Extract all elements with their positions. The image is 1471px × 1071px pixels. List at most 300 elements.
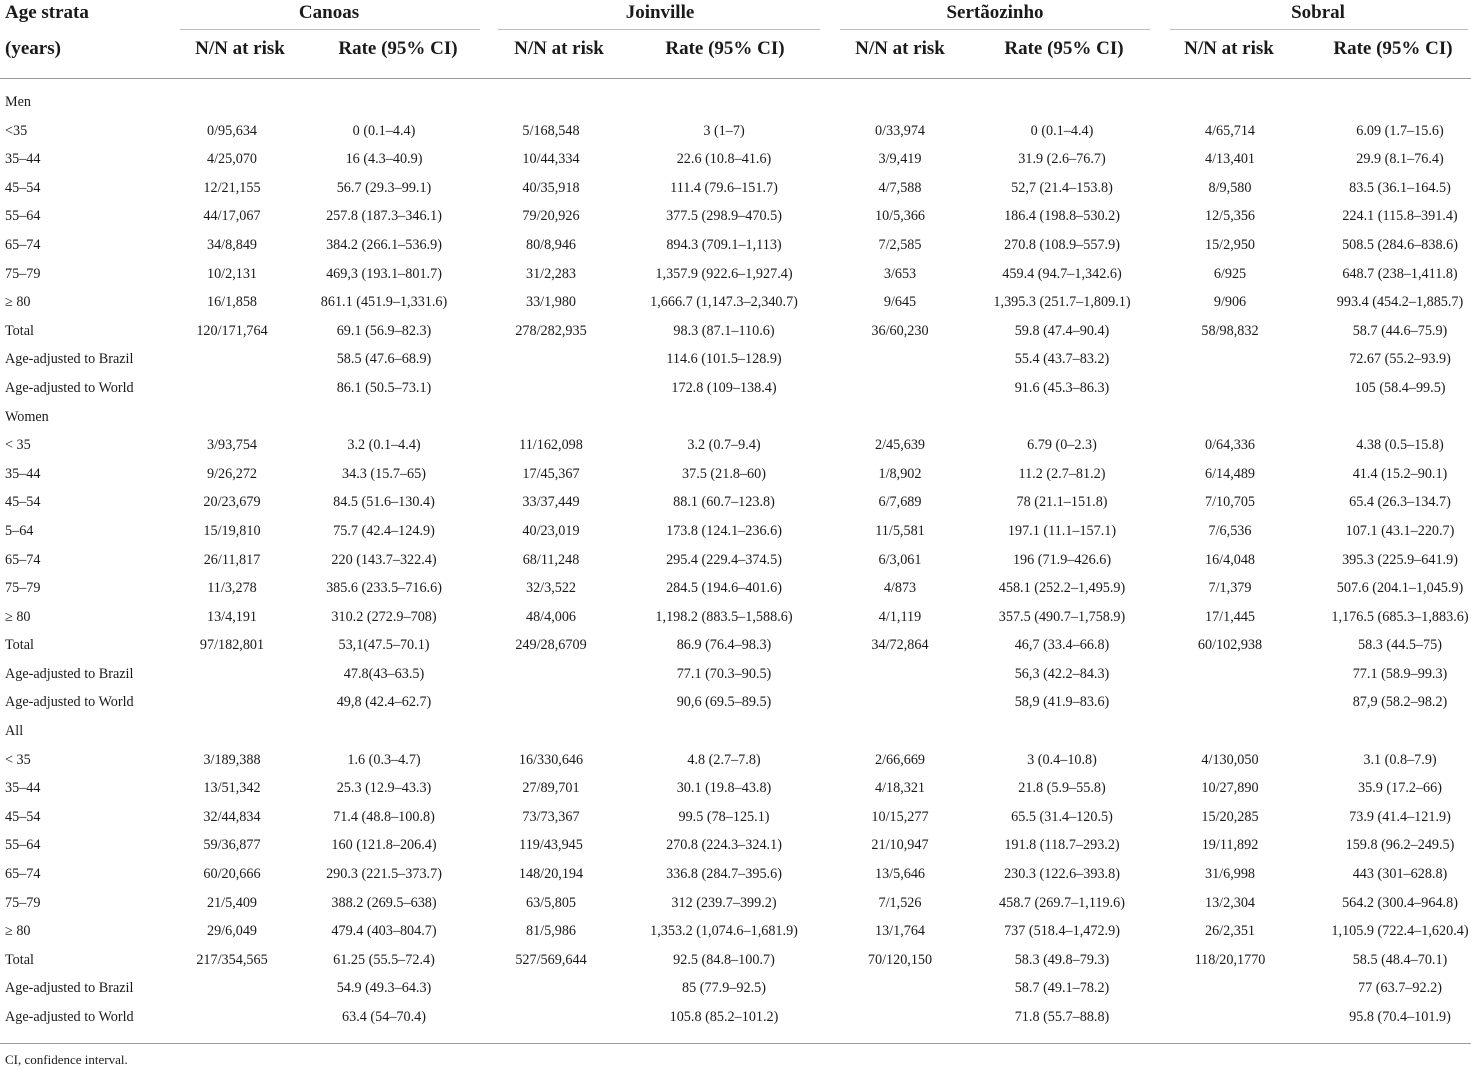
cell-sobral-rate: 73.9 (41.4–121.9) xyxy=(1349,808,1451,825)
cell-sobral-rate: 395.3 (225.9–641.9) xyxy=(1342,551,1458,568)
cell-canoas-rate: 25.3 (12.9–43.3) xyxy=(336,780,432,797)
cell-joinville-rate: 111.4 (79.6–151.7) xyxy=(670,179,778,196)
cell-joinville-n: 527/569,644 xyxy=(515,951,587,968)
cell-sertaozinho-n: 9/645 xyxy=(883,294,917,311)
cell-sobral-n: 31/6,998 xyxy=(1204,866,1256,883)
cell-sobral-rate: 83.5 (36.1–164.5) xyxy=(1349,179,1451,196)
cell-sobral-rate: 87,9 (58.2–98.2) xyxy=(1352,694,1448,711)
cell-canoas-rate: 69.1 (56.9–82.3) xyxy=(336,322,432,339)
cell-sertaozinho-n: 10/15,277 xyxy=(871,808,929,825)
cell-canoas-rate: 49,8 (42.4–62.7) xyxy=(336,694,432,711)
cell-sobral-rate: 1,176.5 (685.3–1,883.6) xyxy=(1331,608,1469,625)
cell-sertaozinho-n: 0/33,974 xyxy=(874,122,926,139)
col-header-rate: Rate (95% CI) xyxy=(665,38,785,59)
header-row-cities xyxy=(0,0,1471,28)
cell-canoas-n: 9/26,272 xyxy=(206,465,258,482)
cell-sobral-n: 15/20,285 xyxy=(1201,808,1259,825)
cell-canoas-rate: 84.5 (51.6–130.4) xyxy=(333,494,435,511)
header-row-columns xyxy=(0,36,1471,66)
cell-canoas-n: 21/5,409 xyxy=(206,894,258,911)
table-row xyxy=(0,231,1471,260)
cell-sertaozinho-n: 2/66,669 xyxy=(874,751,926,768)
cell-canoas-n: 34/8,849 xyxy=(206,236,258,253)
cell-sertaozinho-rate: 458.7 (269.7–1,119.6) xyxy=(999,894,1125,911)
cell-joinville-n: 63/5,805 xyxy=(525,894,577,911)
cell-sobral-n: 4/65,714 xyxy=(1204,122,1256,139)
cell-joinville-n: 16/330,646 xyxy=(518,751,584,768)
cell-canoas-rate: 56.7 (29.3–99.1) xyxy=(336,179,432,196)
cell-sertaozinho-rate: 46,7 (33.4–66.8) xyxy=(1014,637,1110,654)
cell-canoas-rate: 58.5 (47.6–68.9) xyxy=(336,351,432,368)
cell-sobral-n: 16/4,048 xyxy=(1204,551,1256,568)
cell-joinville-n: 278/282,935 xyxy=(515,322,587,339)
cell-sertaozinho-rate: 71.8 (55.7–88.8) xyxy=(1014,1009,1110,1025)
cell-sertaozinho-n: 1/8,902 xyxy=(878,465,922,482)
cell-canoas-rate: 257.8 (187.3–346.1) xyxy=(326,208,442,225)
table-row xyxy=(0,860,1471,889)
cell-canoas-rate: 0 (0.1–4.4) xyxy=(352,122,416,139)
cell-canoas-rate: 61.25 (55.5–72.4) xyxy=(333,951,435,968)
cell-joinville-rate: 90,6 (69.5–89.5) xyxy=(676,694,772,711)
col-header-n: N/N at risk xyxy=(514,38,604,59)
cell-canoas-n: 120/171,764 xyxy=(196,322,268,339)
cell-sertaozinho-n: 2/45,639 xyxy=(874,437,926,454)
cell-joinville-rate: 4.8 (2.7–7.8) xyxy=(687,751,761,768)
cell-sertaozinho-n: 3/9,419 xyxy=(878,151,922,168)
table-row xyxy=(0,517,1471,546)
cell-sertaozinho-n: 3/653 xyxy=(883,265,917,282)
cell-sertaozinho-rate: 58.3 (49.8–79.3) xyxy=(1014,951,1110,968)
table-row xyxy=(0,431,1471,460)
row-label: Age-adjusted to Brazil xyxy=(5,351,134,368)
row-label: 45–54 xyxy=(5,179,41,196)
cell-sobral-n: 6/14,489 xyxy=(1204,465,1256,482)
cell-canoas-n: 3/189,388 xyxy=(203,751,261,768)
cell-joinville-n: 40/35,918 xyxy=(522,179,580,196)
cell-sobral-rate: 35.9 (17.2–66) xyxy=(1358,780,1442,797)
cell-joinville-rate: 77.1 (70.3–90.5) xyxy=(676,665,772,682)
cell-sobral-rate: 507.6 (204.1–1,045.9) xyxy=(1336,580,1464,597)
cell-sobral-rate: 58.5 (48.4–70.1) xyxy=(1352,951,1448,968)
cell-canoas-rate: 290.3 (221.5–373.7) xyxy=(326,866,442,883)
cell-canoas-rate: 385.6 (233.5–716.6) xyxy=(326,580,442,597)
bottom-rule xyxy=(0,1043,1471,1044)
cell-canoas-n: 11/3,278 xyxy=(207,580,257,597)
cell-sertaozinho-rate: 0 (0.1–4.4) xyxy=(1030,122,1094,139)
cell-canoas-rate: 63.4 (54–70.4) xyxy=(342,1009,426,1025)
cell-canoas-rate: 47.8(43–63.5) xyxy=(343,665,425,682)
cell-sobral-n: 13/2,304 xyxy=(1204,894,1256,911)
cell-sobral-rate: 508.5 (284.6–838.6) xyxy=(1342,236,1458,253)
cell-canoas-rate: 53,1(47.5–70.1) xyxy=(338,637,430,654)
row-label: 75–79 xyxy=(5,894,41,911)
row-label: Total xyxy=(5,637,34,654)
cell-joinville-n: 148/20,194 xyxy=(518,866,584,883)
group-underline-sobral xyxy=(1170,29,1468,30)
cell-canoas-rate: 469,3 (193.1–801.7) xyxy=(326,265,442,282)
cell-sobral-rate: 648.7 (238–1,411.8) xyxy=(1342,265,1458,282)
cell-sertaozinho-rate: 270.8 (108.9–557.9) xyxy=(1004,236,1120,253)
cell-joinville-rate: 88.1 (60.7–123.8) xyxy=(673,494,775,511)
cell-sertaozinho-rate: 91.6 (45.3–86.3) xyxy=(1014,379,1110,396)
cell-sertaozinho-n: 34/72,864 xyxy=(871,637,929,654)
row-label: 35–44 xyxy=(5,780,41,797)
cell-sertaozinho-rate: 230.3 (122.6–393.8) xyxy=(1004,866,1120,883)
cell-sertaozinho-rate: 459.4 (94.7–1,342.6) xyxy=(1002,265,1122,282)
cell-joinville-n: 119/43,945 xyxy=(519,837,583,854)
table-row xyxy=(0,174,1471,203)
section-title: Men xyxy=(5,94,32,110)
cell-sobral-rate: 564.2 (300.4–964.8) xyxy=(1342,894,1458,911)
cell-canoas-n: 13/4,191 xyxy=(206,608,258,625)
table-row xyxy=(0,488,1471,517)
section-heading xyxy=(0,403,1471,432)
row-label: Age-adjusted to World xyxy=(5,379,134,396)
cell-sobral-rate: 58.7 (44.6–75.9) xyxy=(1352,322,1448,339)
table-row xyxy=(0,1003,1471,1032)
cell-sobral-rate: 29.9 (8.1–76.4) xyxy=(1356,151,1444,168)
cell-sertaozinho-rate: 737 (518.4–1,472.9) xyxy=(1004,923,1120,940)
cell-sertaozinho-n: 4/7,588 xyxy=(878,179,922,196)
section-title: Women xyxy=(5,408,49,425)
cell-sertaozinho-rate: 6.79 (0–2.3) xyxy=(1027,437,1097,454)
cell-canoas-n: 10/2,131 xyxy=(206,265,258,282)
row-label: Age-adjusted to Brazil xyxy=(5,665,134,682)
cell-sertaozinho-rate: 3 (0.4–10.8) xyxy=(1027,751,1097,768)
years-header: (years) xyxy=(5,38,61,59)
row-label: <35 xyxy=(5,122,28,139)
table-row xyxy=(0,917,1471,946)
cell-joinville-rate: 284.5 (194.6–401.6) xyxy=(666,580,782,597)
city-header-canoas: Canoas xyxy=(298,2,360,23)
cell-joinville-rate: 99.5 (78–125.1) xyxy=(678,808,770,825)
cell-sertaozinho-rate: 11.2 (2.7–81.2) xyxy=(1018,465,1106,482)
cell-joinville-n: 68/11,248 xyxy=(522,551,580,568)
cell-joinville-rate: 1,357.9 (922.6–1,927.4) xyxy=(655,265,793,282)
group-underline-joinville xyxy=(498,29,820,30)
cell-sertaozinho-rate: 21.8 (5.9–55.8) xyxy=(1018,780,1106,797)
cell-joinville-rate: 894.3 (709.1–1,113) xyxy=(666,236,782,253)
cell-sobral-rate: 65.4 (26.3–134.7) xyxy=(1349,494,1451,511)
cell-canoas-rate: 86.1 (50.5–73.1) xyxy=(336,379,432,396)
cell-canoas-rate: 310.2 (272.9–708) xyxy=(331,608,437,625)
cell-joinville-n: 79/20,926 xyxy=(522,208,580,225)
cell-sertaozinho-n: 70/120,150 xyxy=(867,951,933,968)
row-label: 5–64 xyxy=(5,522,34,539)
cell-canoas-n: 15/19,810 xyxy=(203,522,261,539)
row-label: 45–54 xyxy=(5,808,41,825)
cell-sertaozinho-n: 6/3,061 xyxy=(878,551,922,568)
cell-sobral-rate: 159.8 (96.2–249.5) xyxy=(1345,837,1455,854)
table-row xyxy=(0,774,1471,803)
cell-canoas-rate: 54.9 (49.3–64.3) xyxy=(336,980,432,997)
col-header-n: N/N at risk xyxy=(1184,38,1274,59)
cell-canoas-n: 217/354,565 xyxy=(196,951,268,968)
cell-joinville-rate: 85 (77.9–92.5) xyxy=(682,980,766,997)
cell-sertaozinho-rate: 65.5 (31.4–120.5) xyxy=(1011,808,1113,825)
cell-sobral-rate: 107.1 (43.1–220.7) xyxy=(1345,522,1455,539)
cell-sertaozinho-n: 36/60,230 xyxy=(871,322,929,339)
cell-canoas-rate: 34.3 (15.7–65) xyxy=(342,465,426,482)
cell-sertaozinho-rate: 58.7 (49.1–78.2) xyxy=(1014,980,1110,997)
cell-canoas-n: 44/17,067 xyxy=(203,208,261,225)
table-row xyxy=(0,660,1471,689)
section-title: All xyxy=(5,723,24,740)
cell-canoas-rate: 71.4 (48.8–100.8) xyxy=(333,808,435,825)
table-row xyxy=(0,317,1471,346)
cell-joinville-rate: 1,353.2 (1,074.6–1,681.9) xyxy=(650,923,798,940)
row-label: Total xyxy=(5,322,34,339)
cell-sobral-n: 8/9,580 xyxy=(1208,179,1252,196)
cell-sertaozinho-rate: 56,3 (42.2–84.3) xyxy=(1014,665,1110,682)
cell-joinville-n: 40/23,019 xyxy=(522,522,580,539)
cell-joinville-n: 17/45,367 xyxy=(522,465,580,482)
cell-sertaozinho-n: 13/5,646 xyxy=(874,866,926,883)
row-label: ≥ 80 xyxy=(5,294,31,311)
header-rule xyxy=(0,78,1471,79)
cell-sobral-n: 60/102,938 xyxy=(1197,637,1263,654)
cell-canoas-rate: 479.4 (403–804.7) xyxy=(331,923,437,940)
cell-sertaozinho-rate: 458.1 (252.2–1,495.9) xyxy=(998,580,1126,597)
cell-sobral-rate: 41.4 (15.2–90.1) xyxy=(1352,465,1448,482)
row-label: 55–64 xyxy=(5,837,41,854)
cell-joinville-rate: 1,666.7 (1,147.3–2,340.7) xyxy=(650,294,798,311)
cell-joinville-n: 33/37,449 xyxy=(522,494,580,511)
cell-sobral-n: 9/906 xyxy=(1213,294,1247,311)
cell-sobral-n: 4/130,050 xyxy=(1201,751,1259,768)
cell-joinville-rate: 1,198.2 (883.5–1,588.6) xyxy=(655,608,793,625)
cell-sobral-rate: 58.3 (44.5–75) xyxy=(1358,637,1442,654)
section-heading xyxy=(0,717,1471,746)
cell-sobral-n: 0/64,336 xyxy=(1204,437,1256,454)
cell-sertaozinho-rate: 196 (71.9–426.6) xyxy=(1012,551,1112,568)
cell-sobral-rate: 443 (301–628.8) xyxy=(1352,866,1448,883)
col-header-rate: Rate (95% CI) xyxy=(1333,38,1453,59)
group-underline-canoas xyxy=(180,29,480,30)
cell-sobral-n: 19/11,892 xyxy=(1201,837,1259,854)
cell-sertaozinho-rate: 191.8 (118.7–293.2) xyxy=(1004,837,1120,854)
cell-joinville-rate: 30.1 (19.8–43.8) xyxy=(676,780,772,797)
cell-canoas-n: 32/44,834 xyxy=(203,808,261,825)
cell-sertaozinho-n: 21/10,947 xyxy=(871,837,929,854)
cell-canoas-rate: 75.7 (42.4–124.9) xyxy=(333,522,435,539)
cell-joinville-n: 5/168,548 xyxy=(522,122,580,139)
cell-sertaozinho-rate: 197.1 (11.1–157.1) xyxy=(1007,522,1117,539)
cell-joinville-rate: 377.5 (298.9–470.5) xyxy=(666,208,782,225)
city-header-sertaozinho: Sertãozinho xyxy=(946,2,1044,23)
cell-sertaozinho-rate: 58,9 (41.9–83.6) xyxy=(1014,694,1110,711)
cell-sertaozinho-rate: 78 (21.1–151.8) xyxy=(1016,494,1108,511)
col-header-rate: Rate (95% CI) xyxy=(1004,38,1124,59)
table-row xyxy=(0,260,1471,289)
cell-sobral-rate: 3.1 (0.8–7.9) xyxy=(1363,751,1437,768)
row-label: 75–79 xyxy=(5,265,41,282)
cell-canoas-n: 60/20,666 xyxy=(203,866,261,883)
cell-joinville-rate: 92.5 (84.8–100.7) xyxy=(673,951,775,968)
cell-canoas-n: 59/36,877 xyxy=(203,837,261,854)
cell-sertaozinho-n: 6/7,689 xyxy=(878,494,922,511)
cell-canoas-rate: 3.2 (0.1–4.4) xyxy=(347,437,421,454)
cell-sobral-n: 12/5,356 xyxy=(1204,208,1256,225)
cell-sobral-n: 118/20,1770 xyxy=(1194,951,1266,968)
row-label: 65–74 xyxy=(5,236,41,253)
row-label: 65–74 xyxy=(5,551,41,568)
cell-joinville-n: 11/162,098 xyxy=(519,437,583,454)
cell-sertaozinho-rate: 186.4 (198.8–530.2) xyxy=(1004,208,1120,225)
cell-joinville-n: 249/28,6709 xyxy=(515,637,587,654)
age-strata-header: Age strata xyxy=(5,2,89,23)
cell-sertaozinho-rate: 55.4 (43.7–83.2) xyxy=(1014,351,1110,368)
cell-sertaozinho-rate: 1,395.3 (251.7–1,809.1) xyxy=(993,294,1131,311)
cell-joinville-rate: 22.6 (10.8–41.6) xyxy=(676,151,772,168)
row-label: ≥ 80 xyxy=(5,608,31,625)
cell-joinville-rate: 295.4 (229.4–374.5) xyxy=(666,551,782,568)
table-row xyxy=(0,574,1471,603)
table-row xyxy=(0,746,1471,775)
row-label: ≥ 80 xyxy=(5,923,31,940)
city-header-sobral: Sobral xyxy=(1291,2,1345,23)
row-label: Age-adjusted to World xyxy=(5,694,134,711)
cell-joinville-n: 81/5,986 xyxy=(525,923,577,940)
row-label: 75–79 xyxy=(5,580,41,597)
cell-sertaozinho-n: 7/2,585 xyxy=(878,236,922,253)
cell-sobral-n: 26/2,351 xyxy=(1204,923,1256,940)
cell-canoas-n: 3/93,754 xyxy=(206,437,258,454)
cell-joinville-n: 80/8,946 xyxy=(525,236,577,253)
cell-sobral-n: 4/13,401 xyxy=(1204,151,1256,168)
cell-joinville-rate: 172.8 (109–138.4) xyxy=(671,379,777,396)
table-row xyxy=(0,688,1471,717)
cell-joinville-rate: 3 (1–7) xyxy=(703,122,745,139)
table-row xyxy=(0,889,1471,918)
cell-sobral-n: 58/98,832 xyxy=(1201,322,1259,339)
row-label: Age-adjusted to World xyxy=(5,1009,134,1025)
cell-canoas-n: 16/1,858 xyxy=(206,294,258,311)
cell-joinville-rate: 3.2 (0.7–9.4) xyxy=(687,437,761,454)
cell-sobral-rate: 1,105.9 (722.4–1,620.4) xyxy=(1331,923,1469,940)
row-label: Age-adjusted to Brazil xyxy=(5,980,134,997)
cell-sobral-n: 17/1,445 xyxy=(1204,608,1256,625)
table-row xyxy=(0,288,1471,317)
cell-sobral-rate: 77.1 (58.9–99.3) xyxy=(1352,665,1448,682)
cell-canoas-rate: 388.2 (269.5–638) xyxy=(331,894,437,911)
cell-sobral-rate: 72.67 (55.2–93.9) xyxy=(1349,351,1451,368)
cell-sertaozinho-n: 4/18,321 xyxy=(874,780,926,797)
cell-joinville-n: 48/4,006 xyxy=(525,608,577,625)
table-row xyxy=(0,460,1471,489)
cell-sertaozinho-n: 10/5,366 xyxy=(874,208,926,225)
table-row xyxy=(0,374,1471,403)
cell-canoas-n: 20/23,679 xyxy=(203,494,261,511)
cell-joinville-n: 27/89,701 xyxy=(522,780,580,797)
cell-canoas-n: 29/6,049 xyxy=(206,923,258,940)
cell-joinville-rate: 105.8 (85.2–101.2) xyxy=(669,1009,779,1025)
row-label: 65–74 xyxy=(5,866,41,883)
row-label: < 35 xyxy=(5,437,31,454)
cell-canoas-n: 0/95,634 xyxy=(206,122,258,139)
cell-joinville-rate: 173.8 (124.1–236.6) xyxy=(666,522,782,539)
table-body xyxy=(0,88,1471,1032)
col-header-n: N/N at risk xyxy=(195,38,285,59)
cell-sobral-n: 7/6,536 xyxy=(1208,522,1252,539)
table-row xyxy=(0,345,1471,374)
row-label: 35–44 xyxy=(5,151,41,168)
cell-sobral-n: 7/10,705 xyxy=(1204,494,1256,511)
cell-sobral-rate: 95.8 (70.4–101.9) xyxy=(1349,1009,1451,1025)
cell-joinville-rate: 114.6 (101.5–128.9) xyxy=(666,351,782,368)
cell-sobral-n: 10/27,890 xyxy=(1201,780,1259,797)
row-label: Total xyxy=(5,951,34,968)
cell-canoas-n: 26/11,817 xyxy=(203,551,261,568)
cell-sobral-rate: 4.38 (0.5–15.8) xyxy=(1356,437,1444,454)
col-header-n: N/N at risk xyxy=(855,38,945,59)
table-row xyxy=(0,546,1471,575)
cell-joinville-rate: 270.8 (224.3–324.1) xyxy=(666,837,782,854)
cell-joinville-n: 32/3,522 xyxy=(525,580,577,597)
cell-sobral-rate: 105 (58.4–99.5) xyxy=(1354,379,1446,396)
cell-canoas-n: 97/182,801 xyxy=(199,637,265,654)
table-row xyxy=(0,202,1471,231)
city-header-joinville: Joinville xyxy=(625,2,695,23)
cell-joinville-n: 73/73,367 xyxy=(522,808,580,825)
cell-sobral-rate: 77 (63.7–92.2) xyxy=(1358,980,1442,997)
table-row xyxy=(0,145,1471,174)
cell-sobral-rate: 224.1 (115.8–391.4) xyxy=(1342,208,1458,225)
cell-sertaozinho-n: 4/1,119 xyxy=(878,608,922,625)
cell-canoas-rate: 384.2 (266.1–536.9) xyxy=(326,236,442,253)
cell-sobral-rate: 993.4 (454.2–1,885.7) xyxy=(1336,294,1464,311)
row-label: < 35 xyxy=(5,751,31,768)
cell-joinville-n: 33/1,980 xyxy=(525,294,577,311)
row-label: 35–44 xyxy=(5,465,41,482)
cell-joinville-rate: 98.3 (87.1–110.6) xyxy=(673,322,775,339)
cell-sobral-n: 6/925 xyxy=(1213,265,1247,282)
cell-sobral-n: 7/1,379 xyxy=(1208,580,1252,597)
table-row xyxy=(0,117,1471,146)
cell-sertaozinho-rate: 52,7 (21.4–153.8) xyxy=(1011,179,1113,196)
cell-sertaozinho-rate: 31.9 (2.6–76.7) xyxy=(1018,151,1106,168)
row-label: 55–64 xyxy=(5,208,41,225)
cell-sertaozinho-rate: 59.8 (47.4–90.4) xyxy=(1014,322,1110,339)
cell-canoas-rate: 16 (4.3–40.9) xyxy=(345,151,423,168)
table-row xyxy=(0,603,1471,632)
group-underline-sertaozinho xyxy=(840,29,1150,30)
cell-canoas-rate: 861.1 (451.9–1,331.6) xyxy=(320,294,448,311)
table-row xyxy=(0,946,1471,975)
cell-canoas-n: 13/51,342 xyxy=(203,780,261,797)
table-row xyxy=(0,974,1471,1003)
table-row xyxy=(0,803,1471,832)
cell-sertaozinho-n: 11/5,581 xyxy=(875,522,925,539)
section-heading xyxy=(0,88,1471,117)
col-header-rate: Rate (95% CI) xyxy=(338,38,458,59)
cell-joinville-rate: 336.8 (284.7–395.6) xyxy=(666,866,782,883)
cell-joinville-n: 10/44,334 xyxy=(522,151,580,168)
cell-sertaozinho-n: 7/1,526 xyxy=(878,894,922,911)
cell-canoas-n: 4/25,070 xyxy=(206,151,258,168)
table-row xyxy=(0,831,1471,860)
cell-canoas-n: 12/21,155 xyxy=(203,179,261,196)
cell-sobral-n: 15/2,950 xyxy=(1204,236,1256,253)
cell-joinville-rate: 37.5 (21.8–60) xyxy=(682,465,766,482)
cell-joinville-rate: 312 (239.7–399.2) xyxy=(671,894,777,911)
cell-joinville-rate: 86.9 (76.4–98.3) xyxy=(676,637,772,654)
cell-canoas-rate: 220 (143.7–322.4) xyxy=(331,551,437,568)
table-row xyxy=(0,631,1471,660)
cell-sertaozinho-n: 13/1,764 xyxy=(874,923,926,940)
cell-canoas-rate: 160 (121.8–206.4) xyxy=(331,837,437,854)
cell-sobral-rate: 6.09 (1.7–15.6) xyxy=(1356,122,1444,139)
